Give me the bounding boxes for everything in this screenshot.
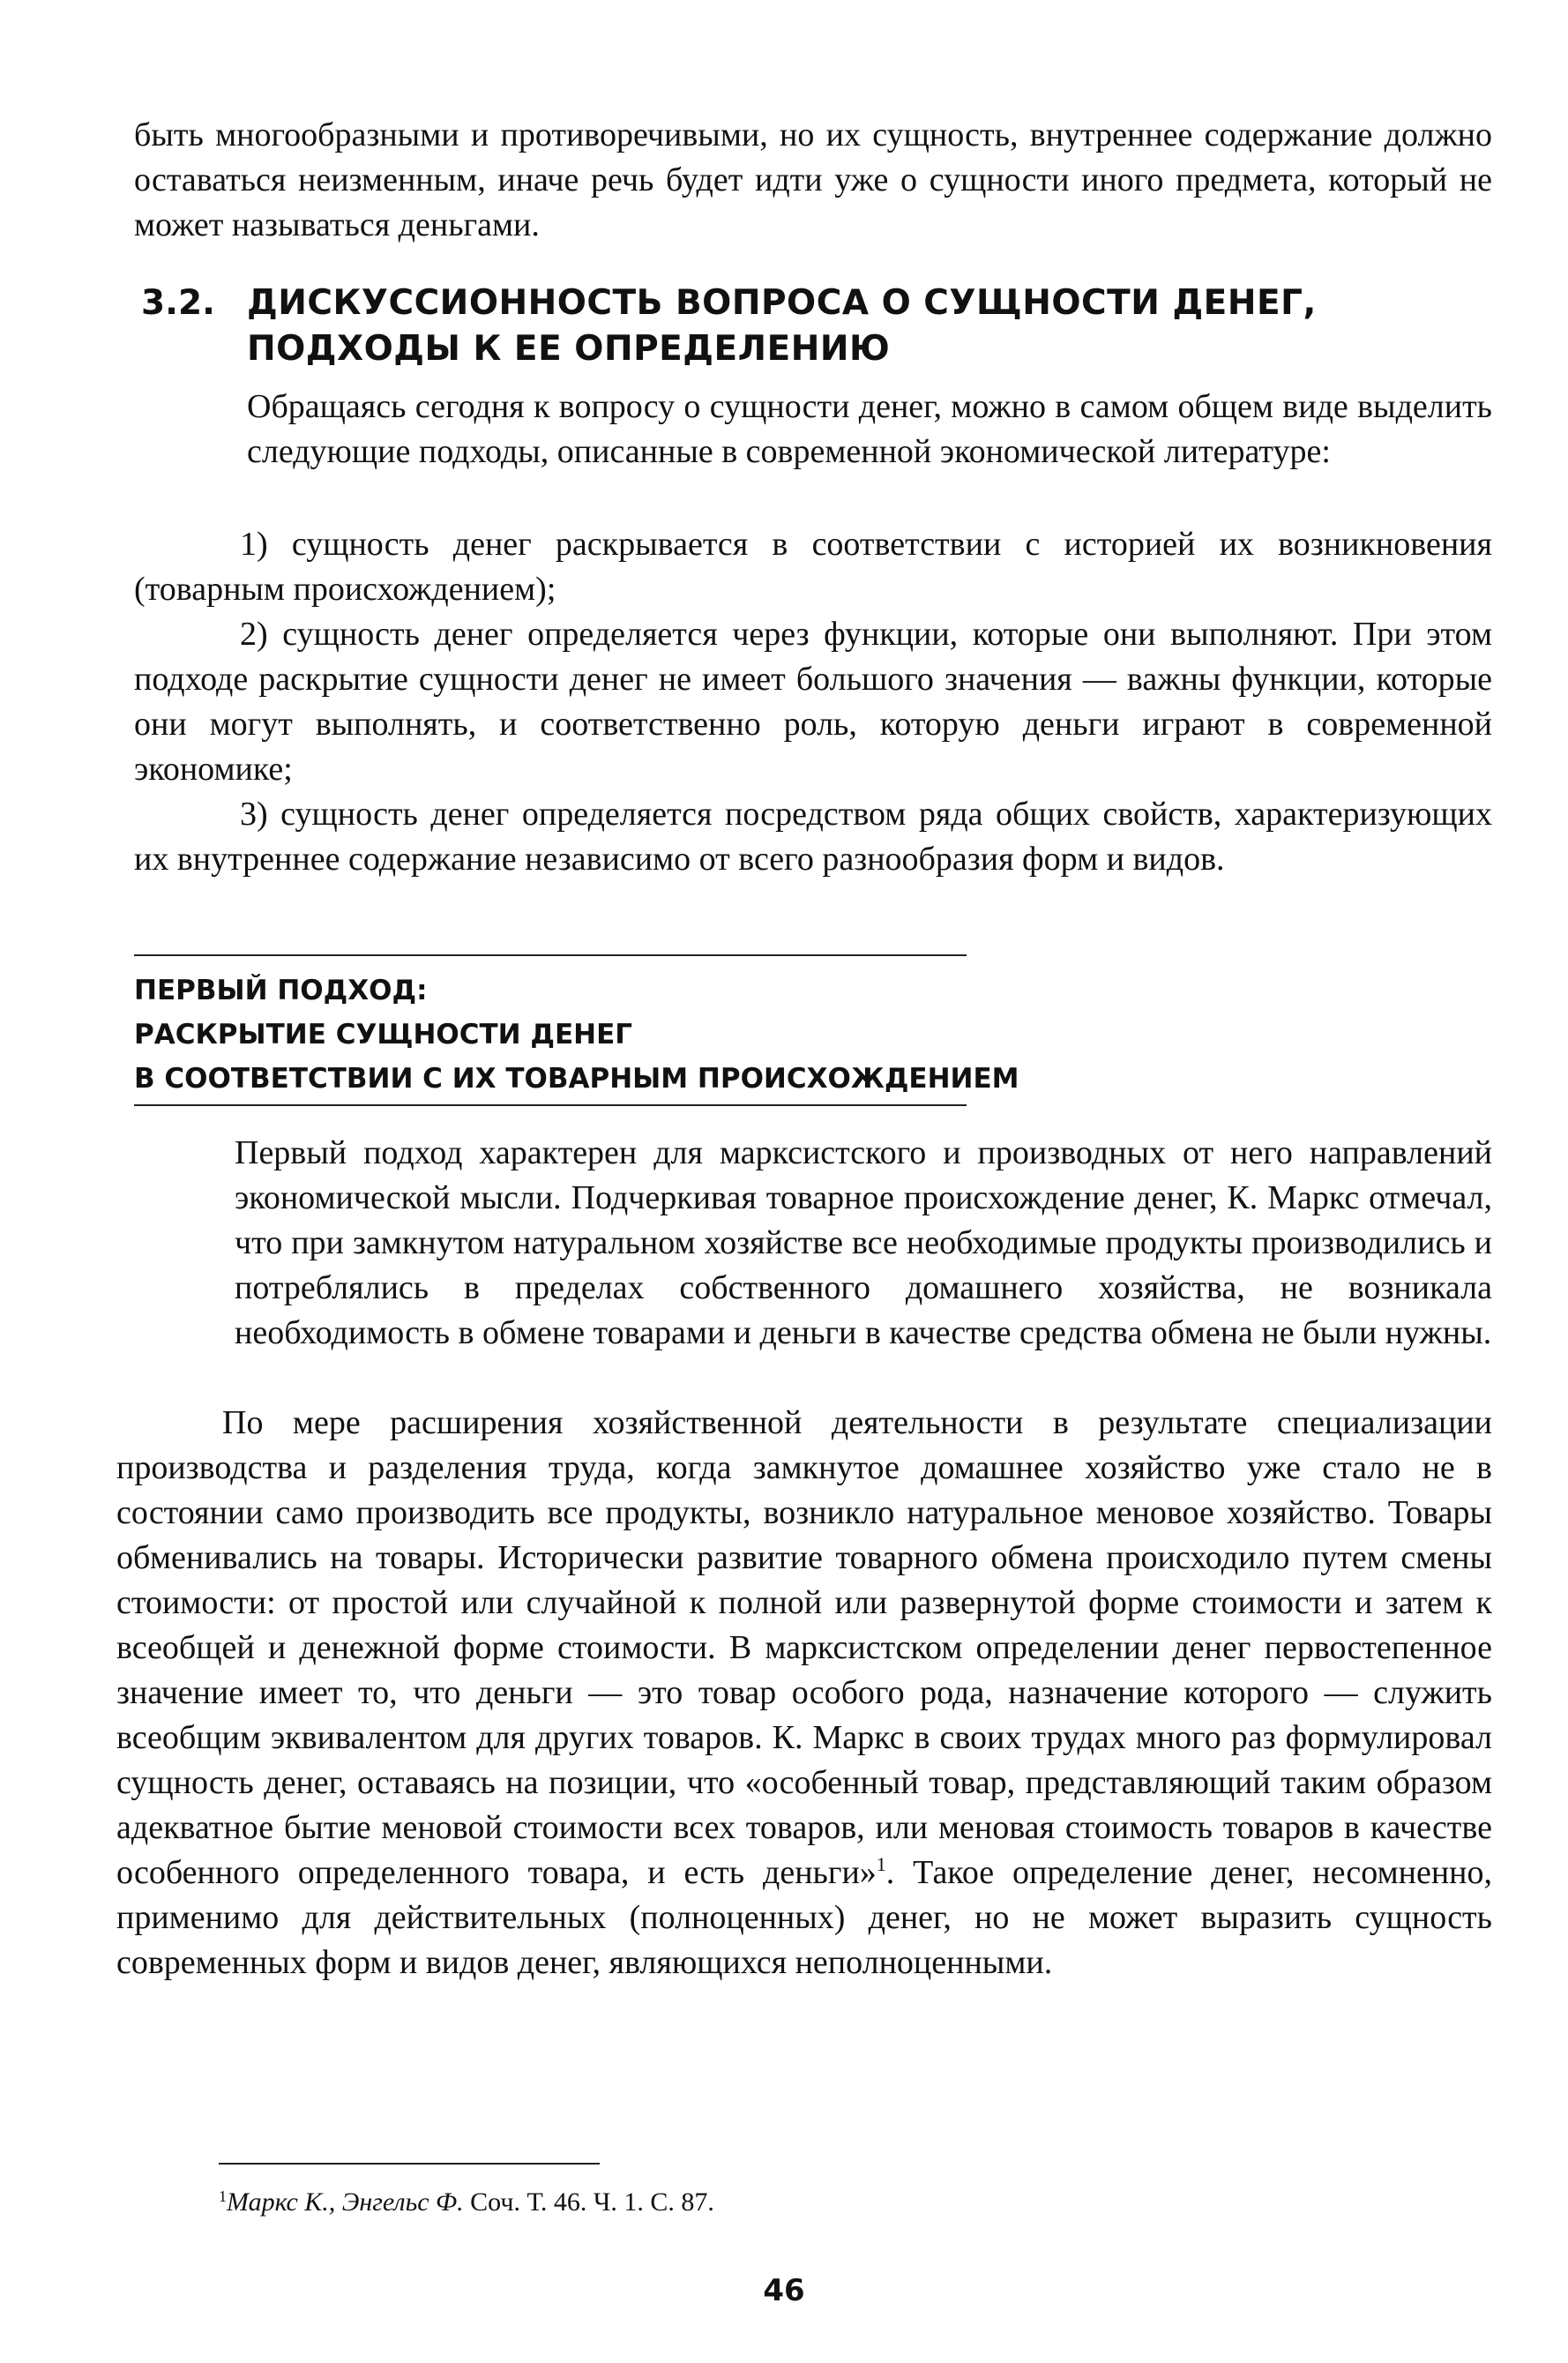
approach-item-3: 3) сущность денег определяется посредством ряда общих свойств, характеризующих их внутреннее содержание независимо от всего разнообразия форм и видов. (134, 796, 1492, 878)
approach-item-2: 2) сущность денег определяется через функции, которые они выполняют. При этом подходе раскрытие сущности денег не имеет большого значения — важны функции, которые они могут выполнять, и соответственно роль, которую деньги играют в современной экономике; (134, 616, 1492, 788)
subsection-bottom-rule (134, 1104, 967, 1106)
section-title-line-2: ПОДХОДЫ К ЕЕ ОПРЕДЕЛЕНИЮ (247, 329, 891, 369)
page-number: 46 (763, 2273, 805, 2308)
footnote-rule (219, 2163, 600, 2165)
body-paragraph-1: Первый подход характерен для марксистского и производных от него направлений экономической мысли. Подчеркивая товарное происхождение денег, К. Маркс отмечал, что при замкнутом натуральном хозяйстве все необходимые продукты производились и потреблялись в пределах собственного домашнего хозяйства, не возникала необходимость в обмене товарами и деньги в качестве средства обмена не были нужны. (235, 1134, 1492, 1351)
section-title (247, 280, 1437, 372)
footnote-reference-text: Соч. Т. 46. Ч. 1. С. 87. (463, 2187, 714, 2217)
approaches-intro: Обращаясь сегодня к вопросу о сущности денег, можно в самом общем виде выделить следующие подходы, описанные в современной экономической литературе: (247, 388, 1492, 470)
footnote (219, 2179, 714, 2220)
subsection-heading-line-3: В СООТВЕТСТВИИ С ИХ ТОВАРНЫМ ПРОИСХОЖДЕНИЕМ (134, 1063, 1019, 1095)
body-paragraph-2-text: По мере расширения хозяйственной деятельности в результате специализации производства и разделения труда, когда замкнутое домашнее хозяйство уже стало не в состоянии само производить все продукты, возникло натуральное меновое хозяйство. Товары обменивались на товары. Исторически развитие товарного обмена происходило путем смены стоимости: от простой или случайной к полной или развернутой форме стоимости и затем к всеобщей и денежной форме стоимости. В марксистском определении денег первостепенное значение имеет то, что деньги — это товар особого рода, назначение которого — служить всеобщим эквивалентом для других товаров. К. Маркс в своих трудах много раз формулировал сущность денег, оставаясь на позиции, что «особенный товар, представляющий таким образом адекватное бытие меновой стоимости всех товаров, или меновая стоимость товаров в качестве особенного определенного товара, и есть деньги» (116, 1404, 1492, 1891)
footnote-marker: 1 (219, 2187, 227, 2205)
subsection-heading-line-1: ПЕРВЫЙ ПОДХОД: (134, 975, 428, 1006)
footnote-authors: Маркс К., Энгельс Ф. (227, 2187, 464, 2217)
subsection-heading (134, 968, 1104, 1101)
body-paragraph-2-tail: . Такое определение денег, несомненно, применимо для действительных (полноценных) денег, но не может выразить сущность современных форм и видов денег, являющихся неполноценными. (116, 1854, 1492, 1981)
section-title-line-1: ДИСКУССИОННОСТЬ ВОПРОСА О СУЩНОСТИ ДЕНЕГ, (247, 283, 1317, 323)
approach-item-1: 1) сущность денег раскрывается в соответствии с историей их возникновения (товарным происхождением); (134, 526, 1492, 608)
intro-paragraph: быть многообразными и противоречивыми, но их сущность, внутреннее содержание должно оставаться неизменным, иначе речь будет идти уже о сущности иного предмета, который не может называться деньгами. (134, 116, 1492, 243)
subsection-heading-line-2: РАСКРЫТИЕ СУЩНОСТИ ДЕНЕГ (134, 1019, 633, 1051)
subsection-top-rule (134, 954, 967, 956)
footnote-reference: 1 (876, 1853, 886, 1875)
body-paragraph-2 (116, 1401, 1492, 1985)
section-number: 3.2. (141, 283, 215, 323)
